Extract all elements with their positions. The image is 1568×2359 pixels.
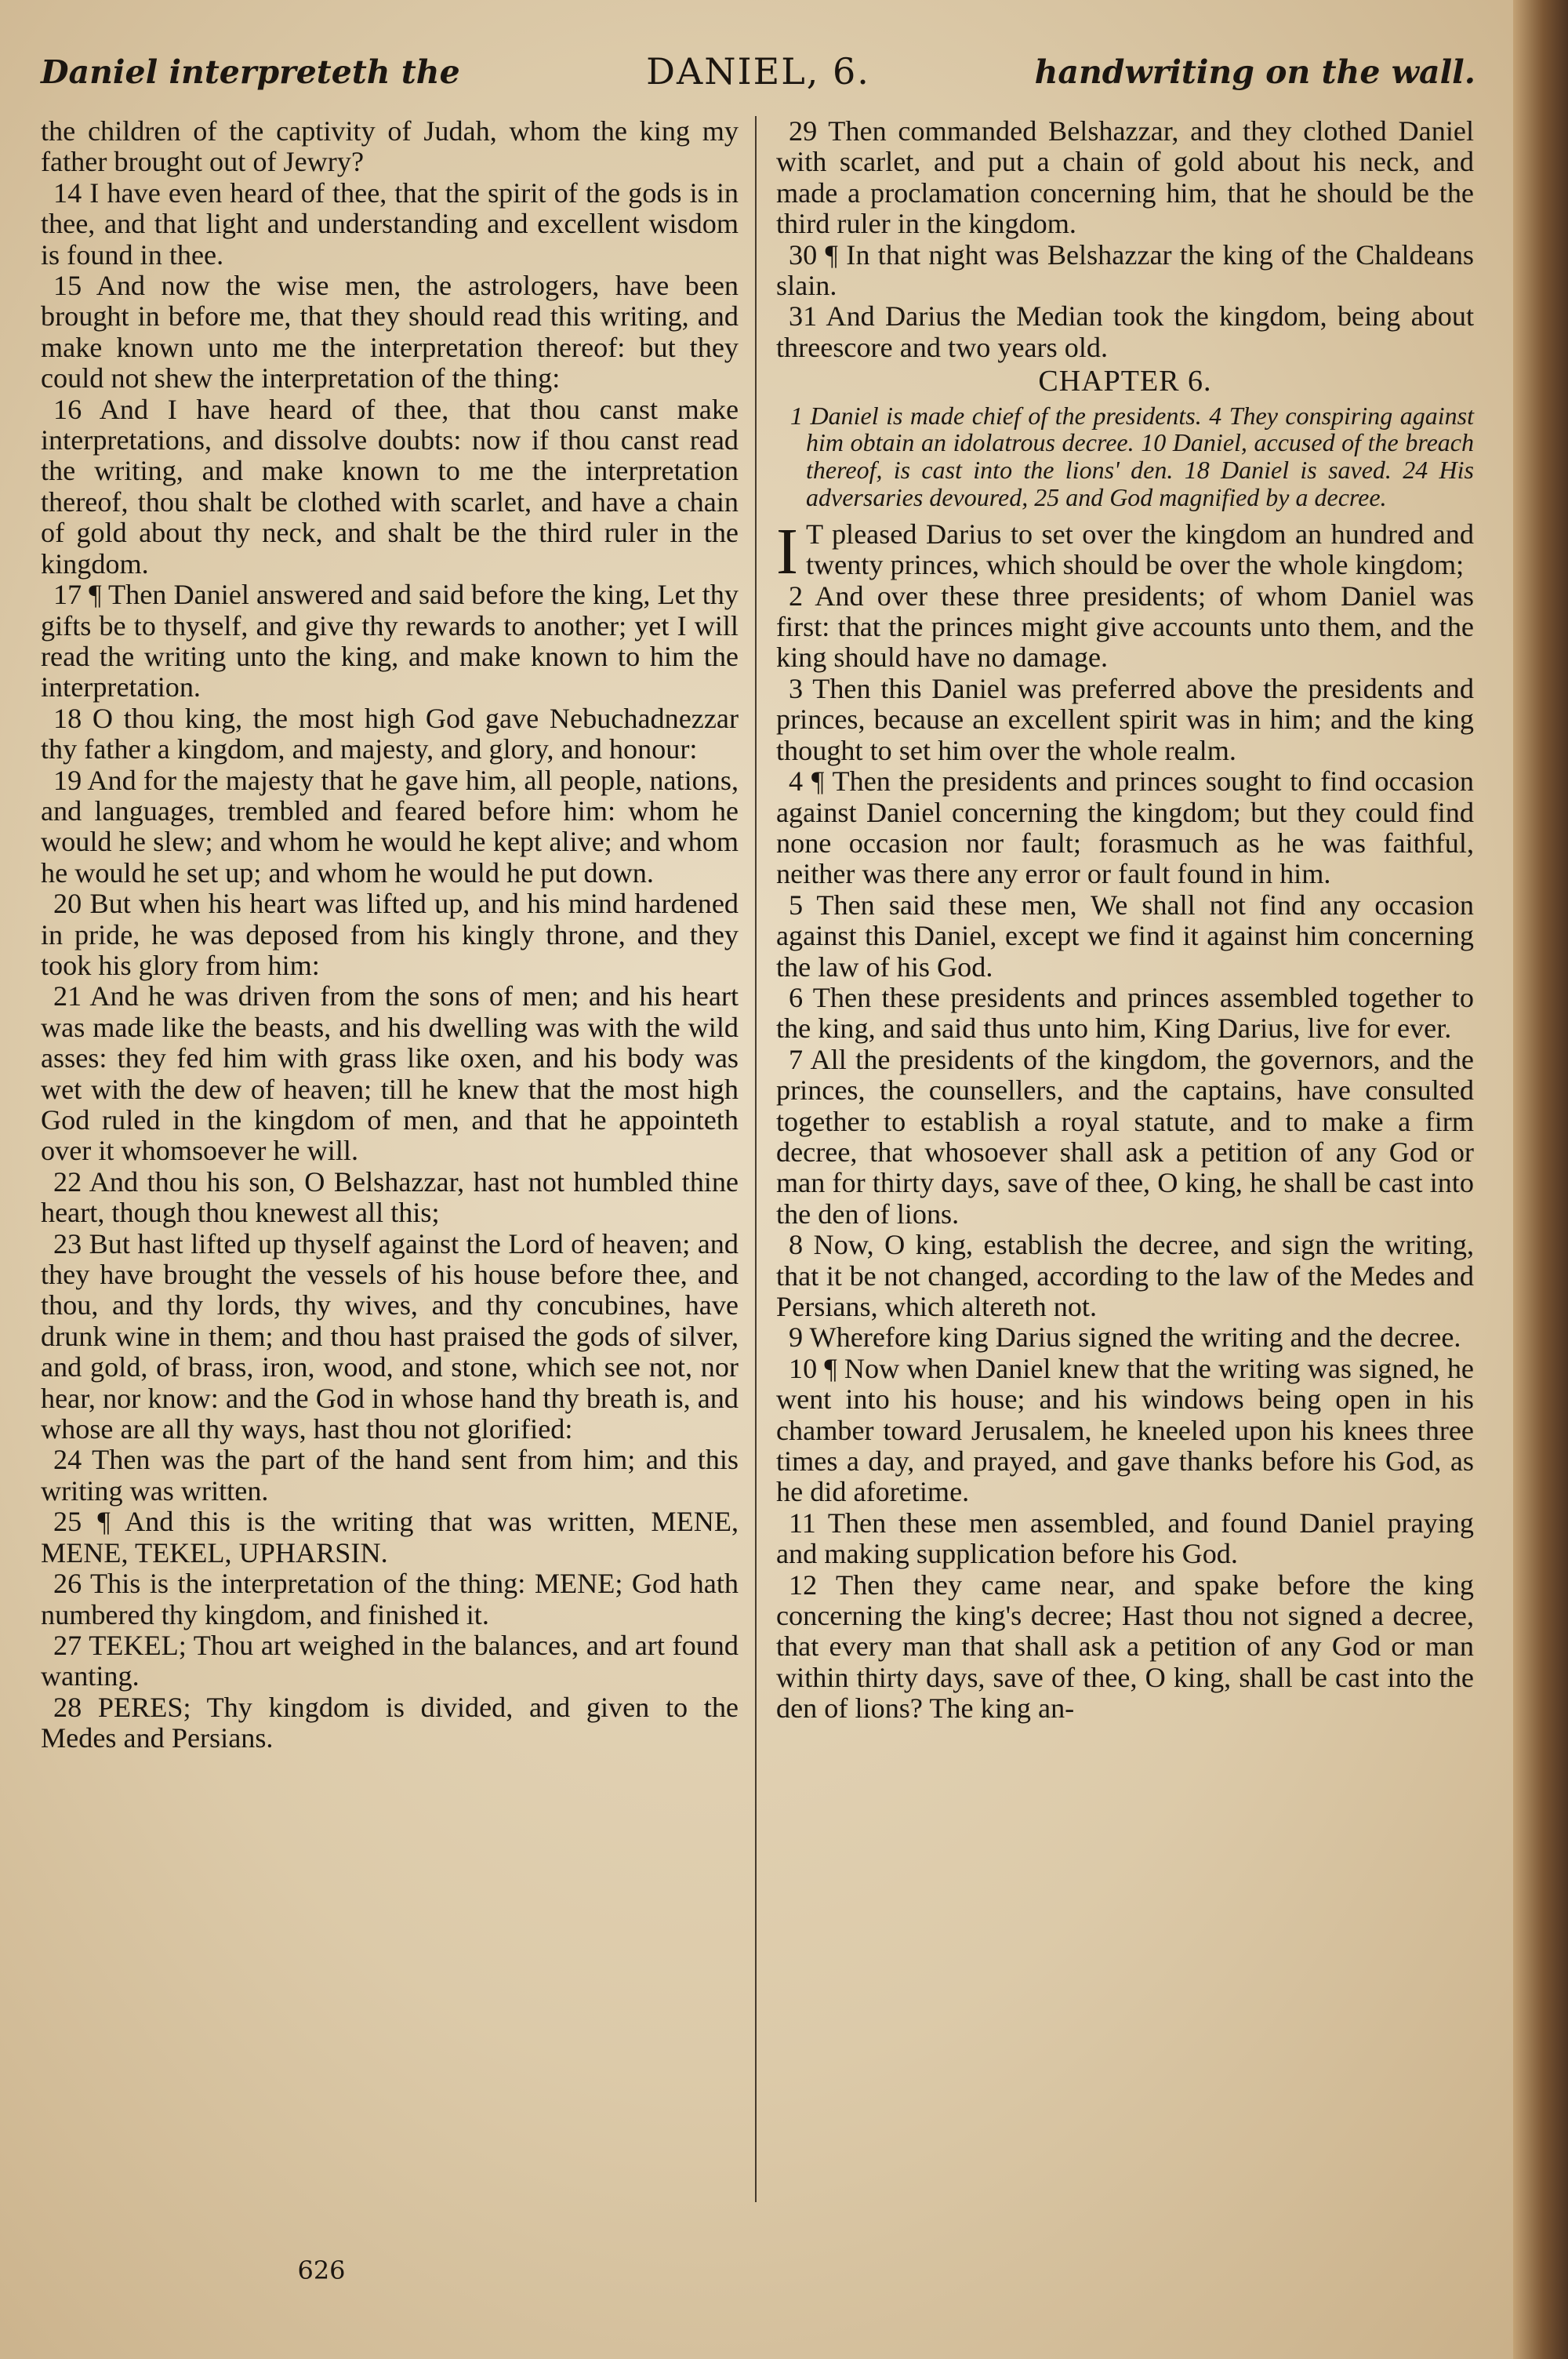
verse-5-21: 21 And he was driven from the sons of men; and his heart was made like the beasts, and his dwelling was with the wild asses: they fed him with grass like oxen, and his body was wet with the dew of heaven; till he knew that the most high God ruled in the kingdom of men, and that he appointeth over it whomsoever he will. xyxy=(41,980,739,1167)
book-gutter xyxy=(1513,0,1568,2359)
verse-6-4: 4 ¶ Then the presidents and princes sought to find occasion against Daniel concerning the kingdom; but they could find none occasion nor fault; forasmuch as he was faithful, neither was there any error or fault found in him. xyxy=(776,765,1474,890)
verse-5-13-continued: the children of the captivity of Judah, whom the king my father brought out of Jewry? xyxy=(41,115,739,178)
verse-5-28: 28 PERES; Thy kingdom is divided, and given to the Medes and Persians. xyxy=(41,1691,739,1754)
verse-6-3: 3 Then this Daniel was preferred above the presidents and princes, because an excellent spirit was in him; and the king thought to set him over the whole realm. xyxy=(776,672,1474,766)
verse-5-25: 25 ¶ And this is the writing that was written, MENE, MENE, TEKEL, UPHARSIN. xyxy=(41,1506,739,1568)
verse-6-8: 8 Now, O king, establish the decree, and sign the writing, that it be not changed, according to the law of the Medes and Persians, which altereth not. xyxy=(776,1229,1474,1322)
verse-5-31: 31 And Darius the Median took the kingdom, being about threescore and two years old. xyxy=(776,300,1474,363)
drop-cap: I xyxy=(776,514,798,588)
verse-5-27: 27 TEKEL; Thou art weighed in the balances, and art found wanting. xyxy=(41,1629,739,1692)
header-right: handwriting on the wall. xyxy=(1034,53,1475,91)
verse-5-22: 22 And thou his son, O Belshazzar, hast not humbled thine heart, though thou knewest all this; xyxy=(41,1165,739,1229)
verse-6-10: 10 ¶ Now when Daniel knew that the writing was signed, he went into his house; and his windows being open in his chamber toward Jerusalem, he kneeled upon his knees three times a day, and prayed, and gave thanks before his God, as he did aforetime. xyxy=(776,1352,1474,1508)
verse-6-1 xyxy=(776,514,1474,588)
verse-5-24: 24 Then was the part of the hand sent from him; and this writing was written. xyxy=(41,1444,739,1507)
verse-5-16: 16 And I have heard of thee, that thou canst make interpretations, and dissolve doubts: now if thou canst read the writing, and make known to me the interpretation thereof, thou shalt be clothed with scarlet, and have a chain of gold about thy neck, and shalt be the third ruler in the kingdom. xyxy=(41,393,739,580)
verse-5-20: 20 But when his heart was lifted up, and his mind hardened in pride, he was deposed from his kingly throne, and they took his glory from him: xyxy=(41,888,739,981)
verse-6-12: 12 Then they came near, and spake before the king concerning the king's decree; Hast thou not signed a decree, that every man that shall ask a petition of any God or man within thirty days, save of thee, O king, shall be cast into the den of lions? The king an- xyxy=(776,1568,1474,1725)
verse-5-15: 15 And now the wise men, the astrologers, have been brought in before me, that they should read this writing, and make known unto me the interpretation thereof: but they could not shew the interpretation of the thing: xyxy=(41,270,739,394)
left-column xyxy=(41,116,739,1754)
header-center: DANIEL, 6. xyxy=(646,50,870,93)
verse-5-26: 26 This is the interpretation of the thing: MENE; God hath numbered thy kingdom, and finished it. xyxy=(41,1568,739,1630)
verse-6-1-text: T pleased Darius to set over the kingdom an hundred and twenty princes, which should be over the whole kingdom; xyxy=(805,518,1474,581)
verse-5-29: 29 Then commanded Belshazzar, and they clothed Daniel with scarlet, and put a chain of gold about his neck, and made a proclamation concerning him, that he should be the third ruler in the kingdom. xyxy=(776,115,1474,240)
verse-5-19: 19 And for the majesty that he gave him, all people, nations, and languages, trembled and feared before him: whom he would he slew; and whom he would he kept alive; and whom he would he set up; and whom he would he put down. xyxy=(41,764,739,889)
verse-6-9: 9 Wherefore king Darius signed the writing and the decree. xyxy=(789,1321,1461,1354)
header-left: Daniel interpreteth the xyxy=(41,53,460,91)
verse-5-17: 17 ¶ Then Daniel answered and said before the king, Let thy gifts be to thyself, and give thy rewards to another; yet I will read the writing unto the king, and make known to him the interpretation. xyxy=(41,579,739,703)
verse-5-30: 30 ¶ In that night was Belshazzar the king of the Chaldeans slain. xyxy=(776,238,1474,302)
verse-6-7: 7 All the presidents of the kingdom, the governors, and the princes, the counsellers, and the captains, have consulted together to establish a royal statute, and to make a firm decree, that whosoever shall ask a petition of any God or man for thirty days, save of thee, O king, he shall be cast into the den of lions. xyxy=(776,1043,1474,1230)
verse-6-11: 11 Then these men assembled, and found Daniel praying and making supplication before his God. xyxy=(776,1507,1474,1570)
verse-5-14: 14 I have even heard of thee, that the spirit of the gods is in thee, and that light and understanding and excellent wisdom is found in thee. xyxy=(41,176,739,271)
page-number: 626 xyxy=(297,2255,346,2285)
column-divider xyxy=(755,116,757,2202)
chapter-summary: 1 Daniel is made chief of the presidents. 4 They conspiring against him obtain an idolatrous decree. 10 Daniel, accused of the breach thereof, is cast into the lions' den. 18 Daniel is saved. 24 His adversaries devoured, 25 and God magnified by a decree. xyxy=(790,401,1474,512)
verse-6-2: 2 And over these three presidents; of whom Daniel was first: that the princes might give accounts unto them, and the king should have no damage. xyxy=(776,580,1474,674)
chapter-heading: CHAPTER 6. xyxy=(1038,365,1212,398)
right-column xyxy=(776,116,1474,1725)
running-header xyxy=(41,47,1475,102)
verse-6-5: 5 Then said these men, We shall not find any occasion against this Daniel, except we find it against him concerning the law of his God. xyxy=(776,889,1474,983)
verse-6-6: 6 Then these presidents and princes assembled together to the king, and said thus unto him, King Darius, live for ever. xyxy=(776,981,1474,1045)
verse-5-23: 23 But hast lifted up thyself against the Lord of heaven; and they have brought the vessels of his house before thee, and thou, and thy lords, thy wives, and thy concubines, have drunk wine in them; and thou hast praised the gods of silver, and gold, of brass, iron, wood, and stone, which see not, nor hear, nor know: and the God in whose hand thy breath is, and whose are all thy ways, hast thou not glorified: xyxy=(41,1227,739,1445)
verse-5-18: 18 O thou king, the most high God gave Nebuchadnezzar thy father a kingdom, and majesty, and glory, and honour: xyxy=(41,702,739,765)
